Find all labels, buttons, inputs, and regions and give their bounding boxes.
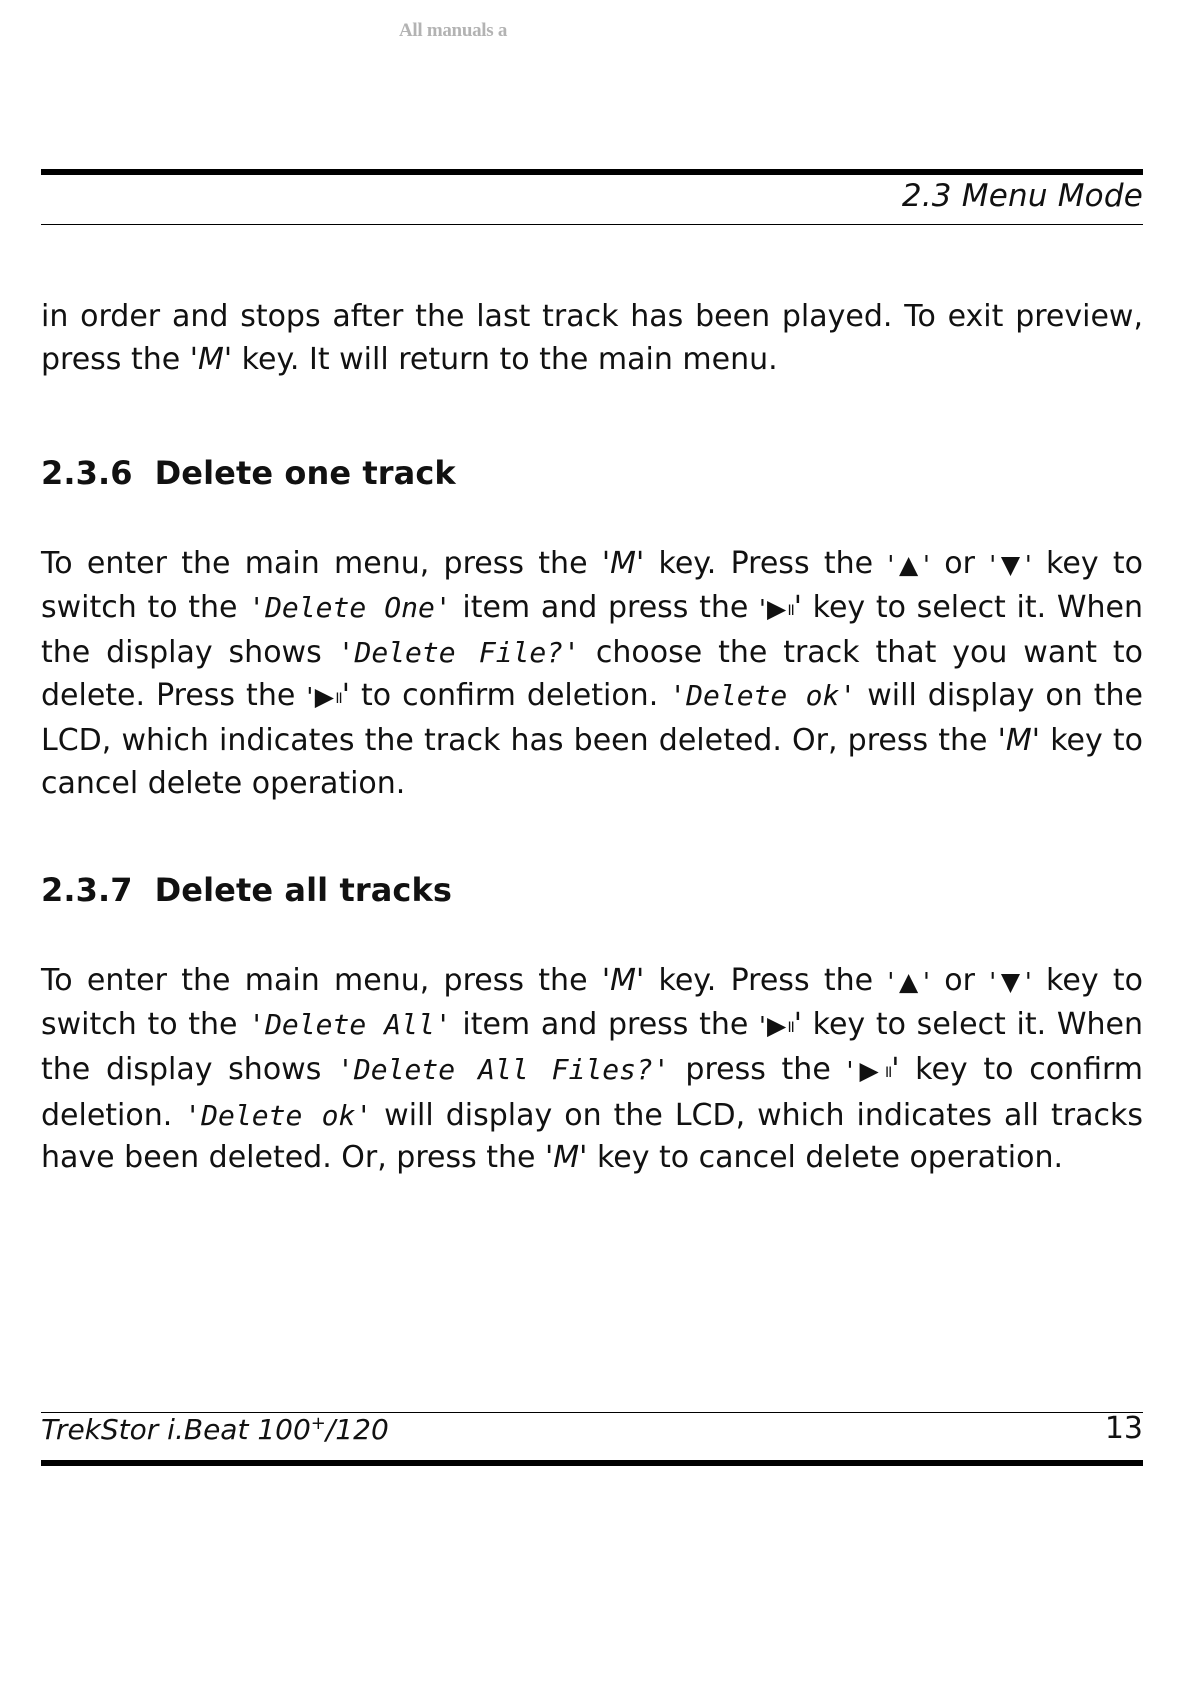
- up-arrow-icon: '▲': [887, 967, 930, 996]
- section-heading-2-3-6: [41, 454, 456, 492]
- menu-item-name: 'Delete One': [248, 590, 452, 624]
- play-pause-key-icon: '▶II': [306, 677, 350, 713]
- m-key: 'M': [189, 341, 233, 377]
- display-message: 'Delete ok': [669, 678, 857, 712]
- header-rule-thin: [41, 224, 1143, 225]
- m-key: 'M': [601, 963, 645, 998]
- section-2-3-7-paragraph: To enter the main menu, press the 'M' key. Press the '▲' or '▼' key to switch to the 'Delete All' item and press the '▶II' key to select it. When the display shows 'Delete All Files?' press the '▶II' key to confirm deletion. 'Delete ok' will display on the LCD, which indicates all tracks have been deleted. Or, press the 'M' key to cancel delete operation.: [41, 963, 1143, 1175]
- display-message: 'Delete ok': [184, 1098, 373, 1132]
- footer-product-name: TrekStor i.Beat 100+/120: [41, 1413, 389, 1446]
- down-arrow-icon: '▼': [989, 967, 1032, 996]
- down-arrow-icon: '▼': [989, 550, 1032, 579]
- play-pause-key-icon: '▶II': [759, 589, 802, 625]
- menu-item-name: 'Delete All': [248, 1007, 452, 1041]
- section-title: Delete one track: [154, 454, 456, 492]
- m-key: 'M': [601, 546, 645, 581]
- display-message: 'Delete File?': [337, 636, 580, 669]
- header-rule-thick: [41, 169, 1143, 175]
- page-number: 13: [1104, 1411, 1143, 1446]
- m-key: 'M': [545, 1140, 588, 1175]
- play-pause-key-icon: '▶II': [846, 1052, 900, 1087]
- section-2-3-6-paragraph: To enter the main menu, press the 'M' key. Press the '▲' or '▼' key to switch to the 'Delete One' item and press the '▶II' key to select it. When the display shows 'Delete File?' choose the track that you want to delete. Press the '▶II' to confirm deletion. 'Delete ok' will display on the LCD, which indicates the track has been deleted. Or, press the 'M' key to cancel delete operation.: [41, 546, 1143, 801]
- section-heading-2-3-7: [41, 871, 452, 909]
- watermark: All manuals a: [399, 20, 508, 41]
- intro-paragraph: in order and stops after the last track has been played. To exit preview, press the 'M' key. It will return to the main menu.: [41, 299, 1143, 377]
- display-message: 'Delete All Files?': [337, 1053, 670, 1086]
- play-pause-key-icon: '▶II': [759, 1006, 802, 1042]
- section-title: Delete all tracks: [154, 871, 453, 909]
- running-header-title: 2.3 Menu Mode: [901, 178, 1143, 214]
- m-key: 'M': [997, 723, 1041, 758]
- section-number: 2.3.7: [41, 871, 133, 909]
- footer-rule-thick: [41, 1460, 1143, 1466]
- section-number: 2.3.6: [41, 454, 133, 492]
- up-arrow-icon: '▲': [887, 550, 930, 579]
